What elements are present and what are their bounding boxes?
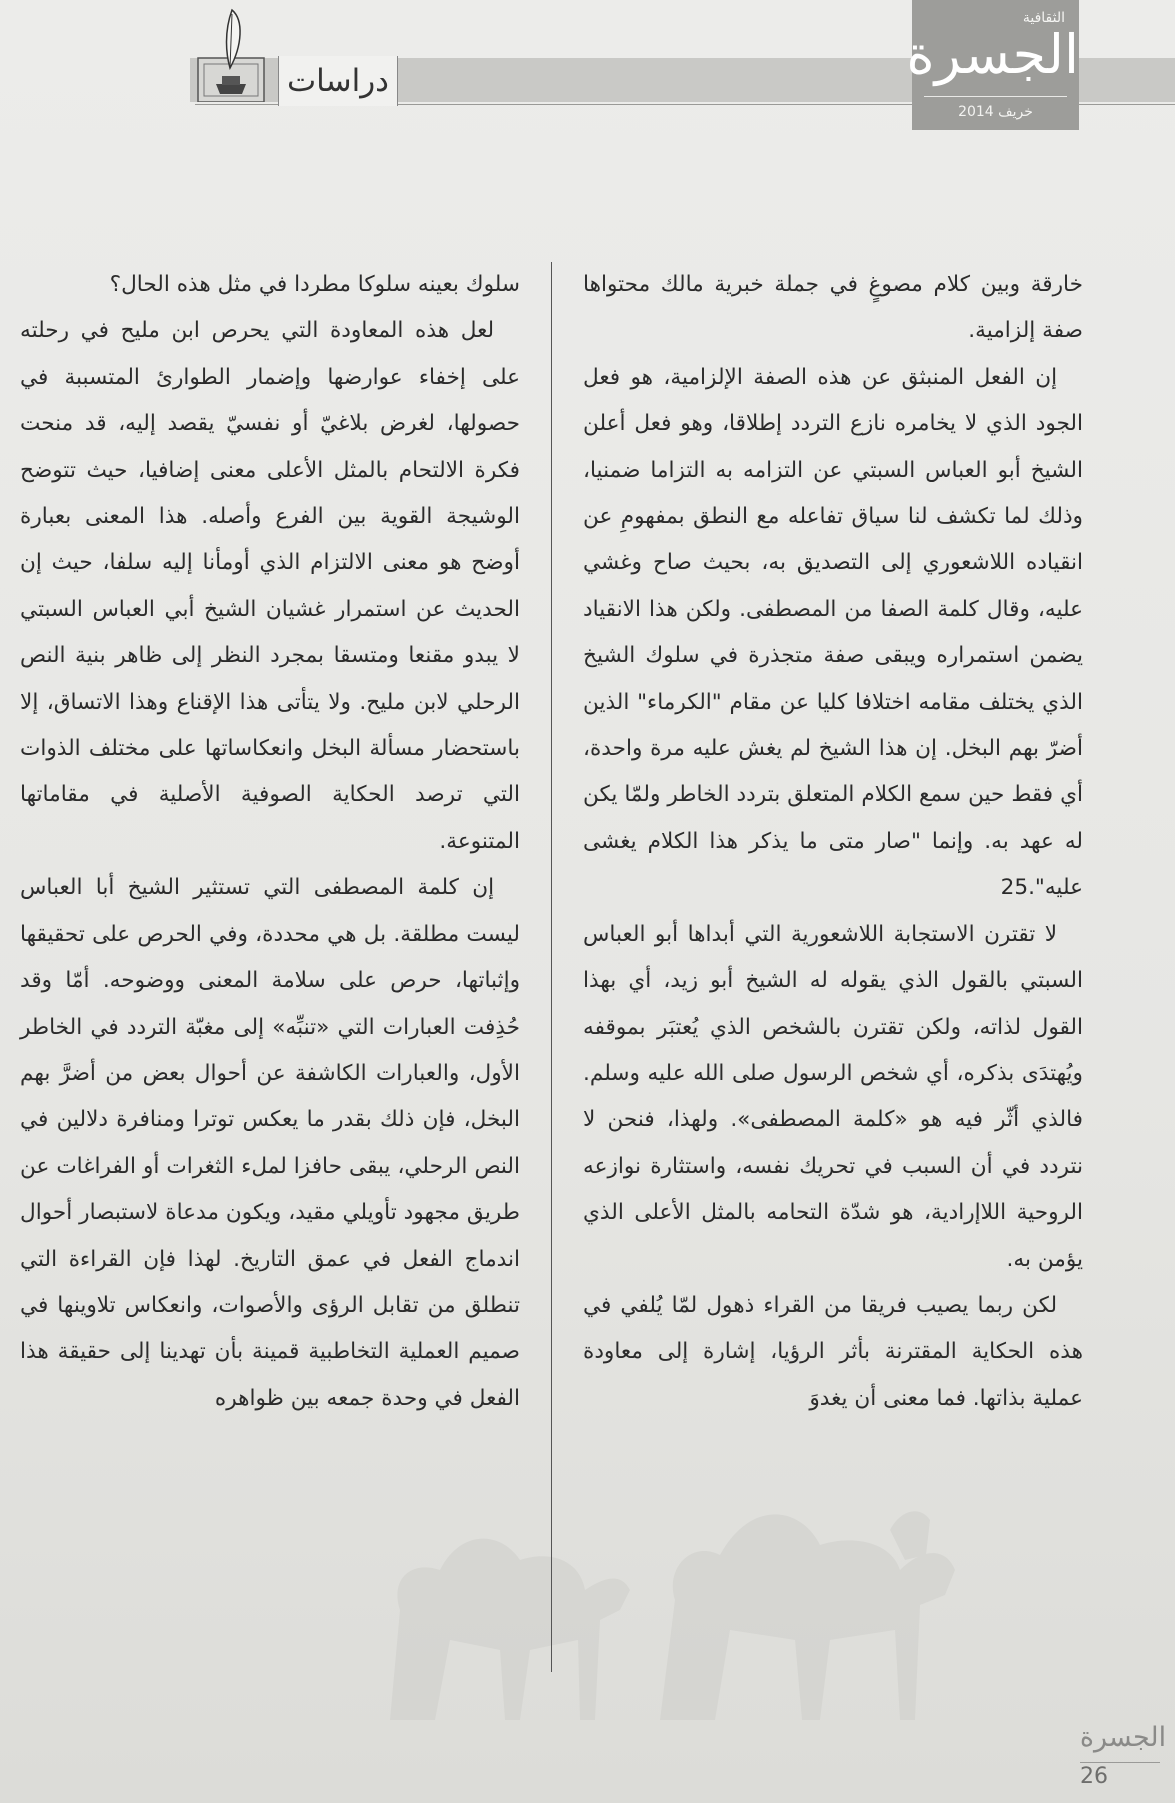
paragraph: لكن ربما يصيب فريقا من القراء ذهول لمّا يُلفي في هذه الحكاية المقترنة بأثر الرؤيا، إشارة إلى معاودة عملية بذاتها. فما معنى أن يغدوَ xyxy=(583,1292,1083,1411)
paragraph: إن الفعل المنبثق عن هذه الصفة الإلزامية، هو فعل الجود الذي لا يخامره نازع التردد إطلاقا، وهو فعل أعلن الشيخ أبو العباس السبتي عن التزامه به التزاما ضمنيا، وذلك لما تكشف لنا سياق تفاعله مع النطق بمفهومِ عن انقياده اللاشعوري إلى التصديق به، بحيث صاح وغشي عليه، وقال كلمة الصفا من المصطفى. ولكن هذا الانقياد يضمن استمراره ويبقى صفة متجذرة في سلوك الشيخ الذي يختلف مقامه اختلافا كليا عن مقام "الكرماء" الذين أضرّ بهم البخل. إن هذا الشيخ لم يغش عليه مرة واحدة، أي فقط حين سمع الكلام المتعلق بتردد الخاطر ولمّا يكن له عهد به. وإنما "صار متى ما يذكر هذا الكلام يغشى عليه".25 xyxy=(583,364,1083,901)
page-number: 26 xyxy=(1080,1764,1108,1789)
logo-subtitle: الثقافية xyxy=(1022,10,1065,26)
paragraph: لا تقترن الاستجابة اللاشعورية التي أبداها أبو العباس السبتي بالقول الذي يقوله له الشيخ أبو زيد، أي بهذا القول لذاته، ولكن تقترن بالشخص الذي يُعتبَر بموقفه ويُهتدَى بذكره، أي شخص الرسول صلى الله عليه وسلم. فالذي أثّر فيه هو «كلمة المصطفى». ولهذا، فنحن لا نتردد في أن السبب في تحريك نفسه، واستثارة نوازعه الروحية اللاإرادية، هو شدّة التحامه بالمثل الأعلى الذي يؤمن به. xyxy=(583,921,1083,1272)
paragraph: إن كلمة المصطفى التي تستثير الشيخ أبا العباس ليست مطلقة. بل هي محددة، وفي الحرص على تحقيقها وإثباتها، حرص على سلامة المعنى ووضوحه. أمّا وقد حُذِفت العبارات التي «تنبِّه» إلى مغبّة التردد في الخاطر الأول، والعبارات الكاشفة عن أحوال بعض من أضرَّ بهم البخل، فإن ذلك بقدر ما يعكس توترا ومنافرة دلالين في النص الرحلي، يبقى حافزا لملء الثغرات أو الفراغات عن طريق مجهود تأويلي مقيد، ويكون مدعاة لاستبصار أحوال اندماج الفعل في عمق التاريخ. لهذا فإن القراءة التي تنطلق من تقابل الرؤى والأصوات، وانعكاس تلاوينها في صميم العملية التخاطبية قمينة بأن تهدينا إلى حقيقة هذا الفعل في وحدة جمعه بين ظواهره xyxy=(20,875,520,1411)
footer-logo: الجسرة xyxy=(1079,1722,1167,1753)
logo-rule xyxy=(924,96,1067,97)
paragraph: لعل هذه المعاودة التي يحرص ابن مليح في رحلته على إخفاء عوارضها وإضمار الطوارئ المتسببة في حصولها، لغرض بلاغيّ أو نفسيّ يقصد إليه، قد منحت فكرة الالتحام بالمثل الأعلى معنى إضافيا، حيث تتوضح الوشيجة القوية بين الفرع وأصله. هذا المعنى بعبارة أوضح هو معنى الالتزام الذي أومأنا إليه سلفا، حيث إن الحديث عن استمرار غشيان الشيخ أبي العباس السبتي لا يبدو مقنعا ومتسقا بمجرد النظر إلى ظاهر بنية النص الرحلي لابن مليح. ولا يتأتى هذا الإقناع وهذا الاتساق، إلا باستحضار مسألة البخل وانعكاساتها على مختلف الذوات التي ترصد الحكاية الصوفية الأصلية في مقاماتها المتنوعة. xyxy=(20,318,520,854)
magazine-logo xyxy=(906,0,1079,130)
camel-caravan-watermark xyxy=(330,1420,1030,1720)
paragraph: سلوك بعينه سلوكا مطردا في مثل هذه الحال؟ xyxy=(109,272,520,297)
logo-season: خريف 2014 xyxy=(958,104,1033,120)
text-column-left xyxy=(20,262,520,1422)
paragraph: خارقة وبين كلام مصوغٍ في جملة خبرية مالك محتواها صفة إلزامية. xyxy=(583,272,1083,344)
column-divider xyxy=(551,262,552,1672)
footer-rule xyxy=(1080,1762,1160,1763)
logo-name: الجسرة xyxy=(906,23,1079,86)
text-column-right xyxy=(583,262,1083,1422)
quill-inkwell-icon xyxy=(196,6,266,102)
section-label: دراسات xyxy=(278,56,398,106)
